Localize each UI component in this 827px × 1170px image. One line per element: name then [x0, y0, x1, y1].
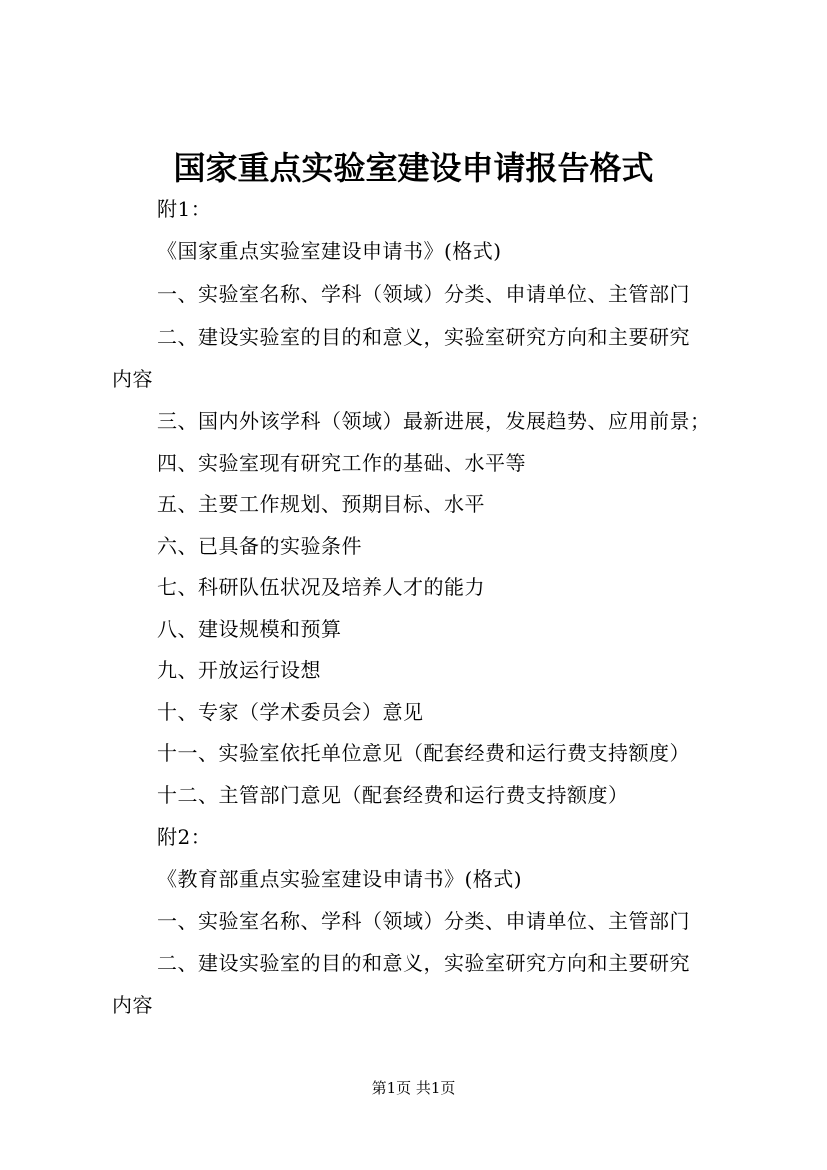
text-line: 二、建设实验室的目的和意义，实验室研究方向和主要研究 [157, 951, 690, 975]
text-line: 八、建设规模和预算 [157, 617, 342, 641]
text-line-attachment-2: 附2： [157, 825, 212, 849]
document-title: 国家重点实验室建设申请报告格式 [173, 149, 654, 187]
text-line: 一、实验室名称、学科（领域）分类、申请单位、主管部门 [157, 282, 690, 306]
text-line: 六、已具备的实验条件 [157, 534, 362, 558]
text-line: 九、开放运行设想 [157, 658, 321, 682]
text-line: 十、专家（学术委员会）意见 [157, 700, 424, 724]
text-line: 十一、实验室依托单位意见（配套经费和运行费支持额度） [157, 741, 690, 765]
text-line: 《教育部重点实验室建设申请书》(格式) [157, 867, 523, 891]
text-line: 一、实验室名称、学科（领域）分类、申请单位、主管部门 [157, 909, 690, 933]
text-line: 四、实验室现有研究工作的基础、水平等 [157, 451, 526, 475]
text-line: 三、国内外该学科（领域）最新进展，发展趋势、应用前景； [157, 409, 711, 433]
text-line: 五、主要工作规划、预期目标、水平 [157, 492, 485, 516]
text-line: 内容 [112, 367, 153, 391]
text-line: 二、建设实验室的目的和意义，实验室研究方向和主要研究 [157, 325, 690, 349]
text-line: 十二、主管部门意见（配套经费和运行费支持额度） [157, 783, 629, 807]
text-line: 《国家重点实验室建设申请书》(格式) [157, 239, 502, 263]
text-line-attachment-1: 附1： [157, 197, 212, 221]
text-line: 七、科研队伍状况及培养人才的能力 [157, 575, 485, 599]
text-line: 内容 [112, 993, 153, 1017]
page-footer: 第1页 共1页 [371, 1079, 456, 1097]
